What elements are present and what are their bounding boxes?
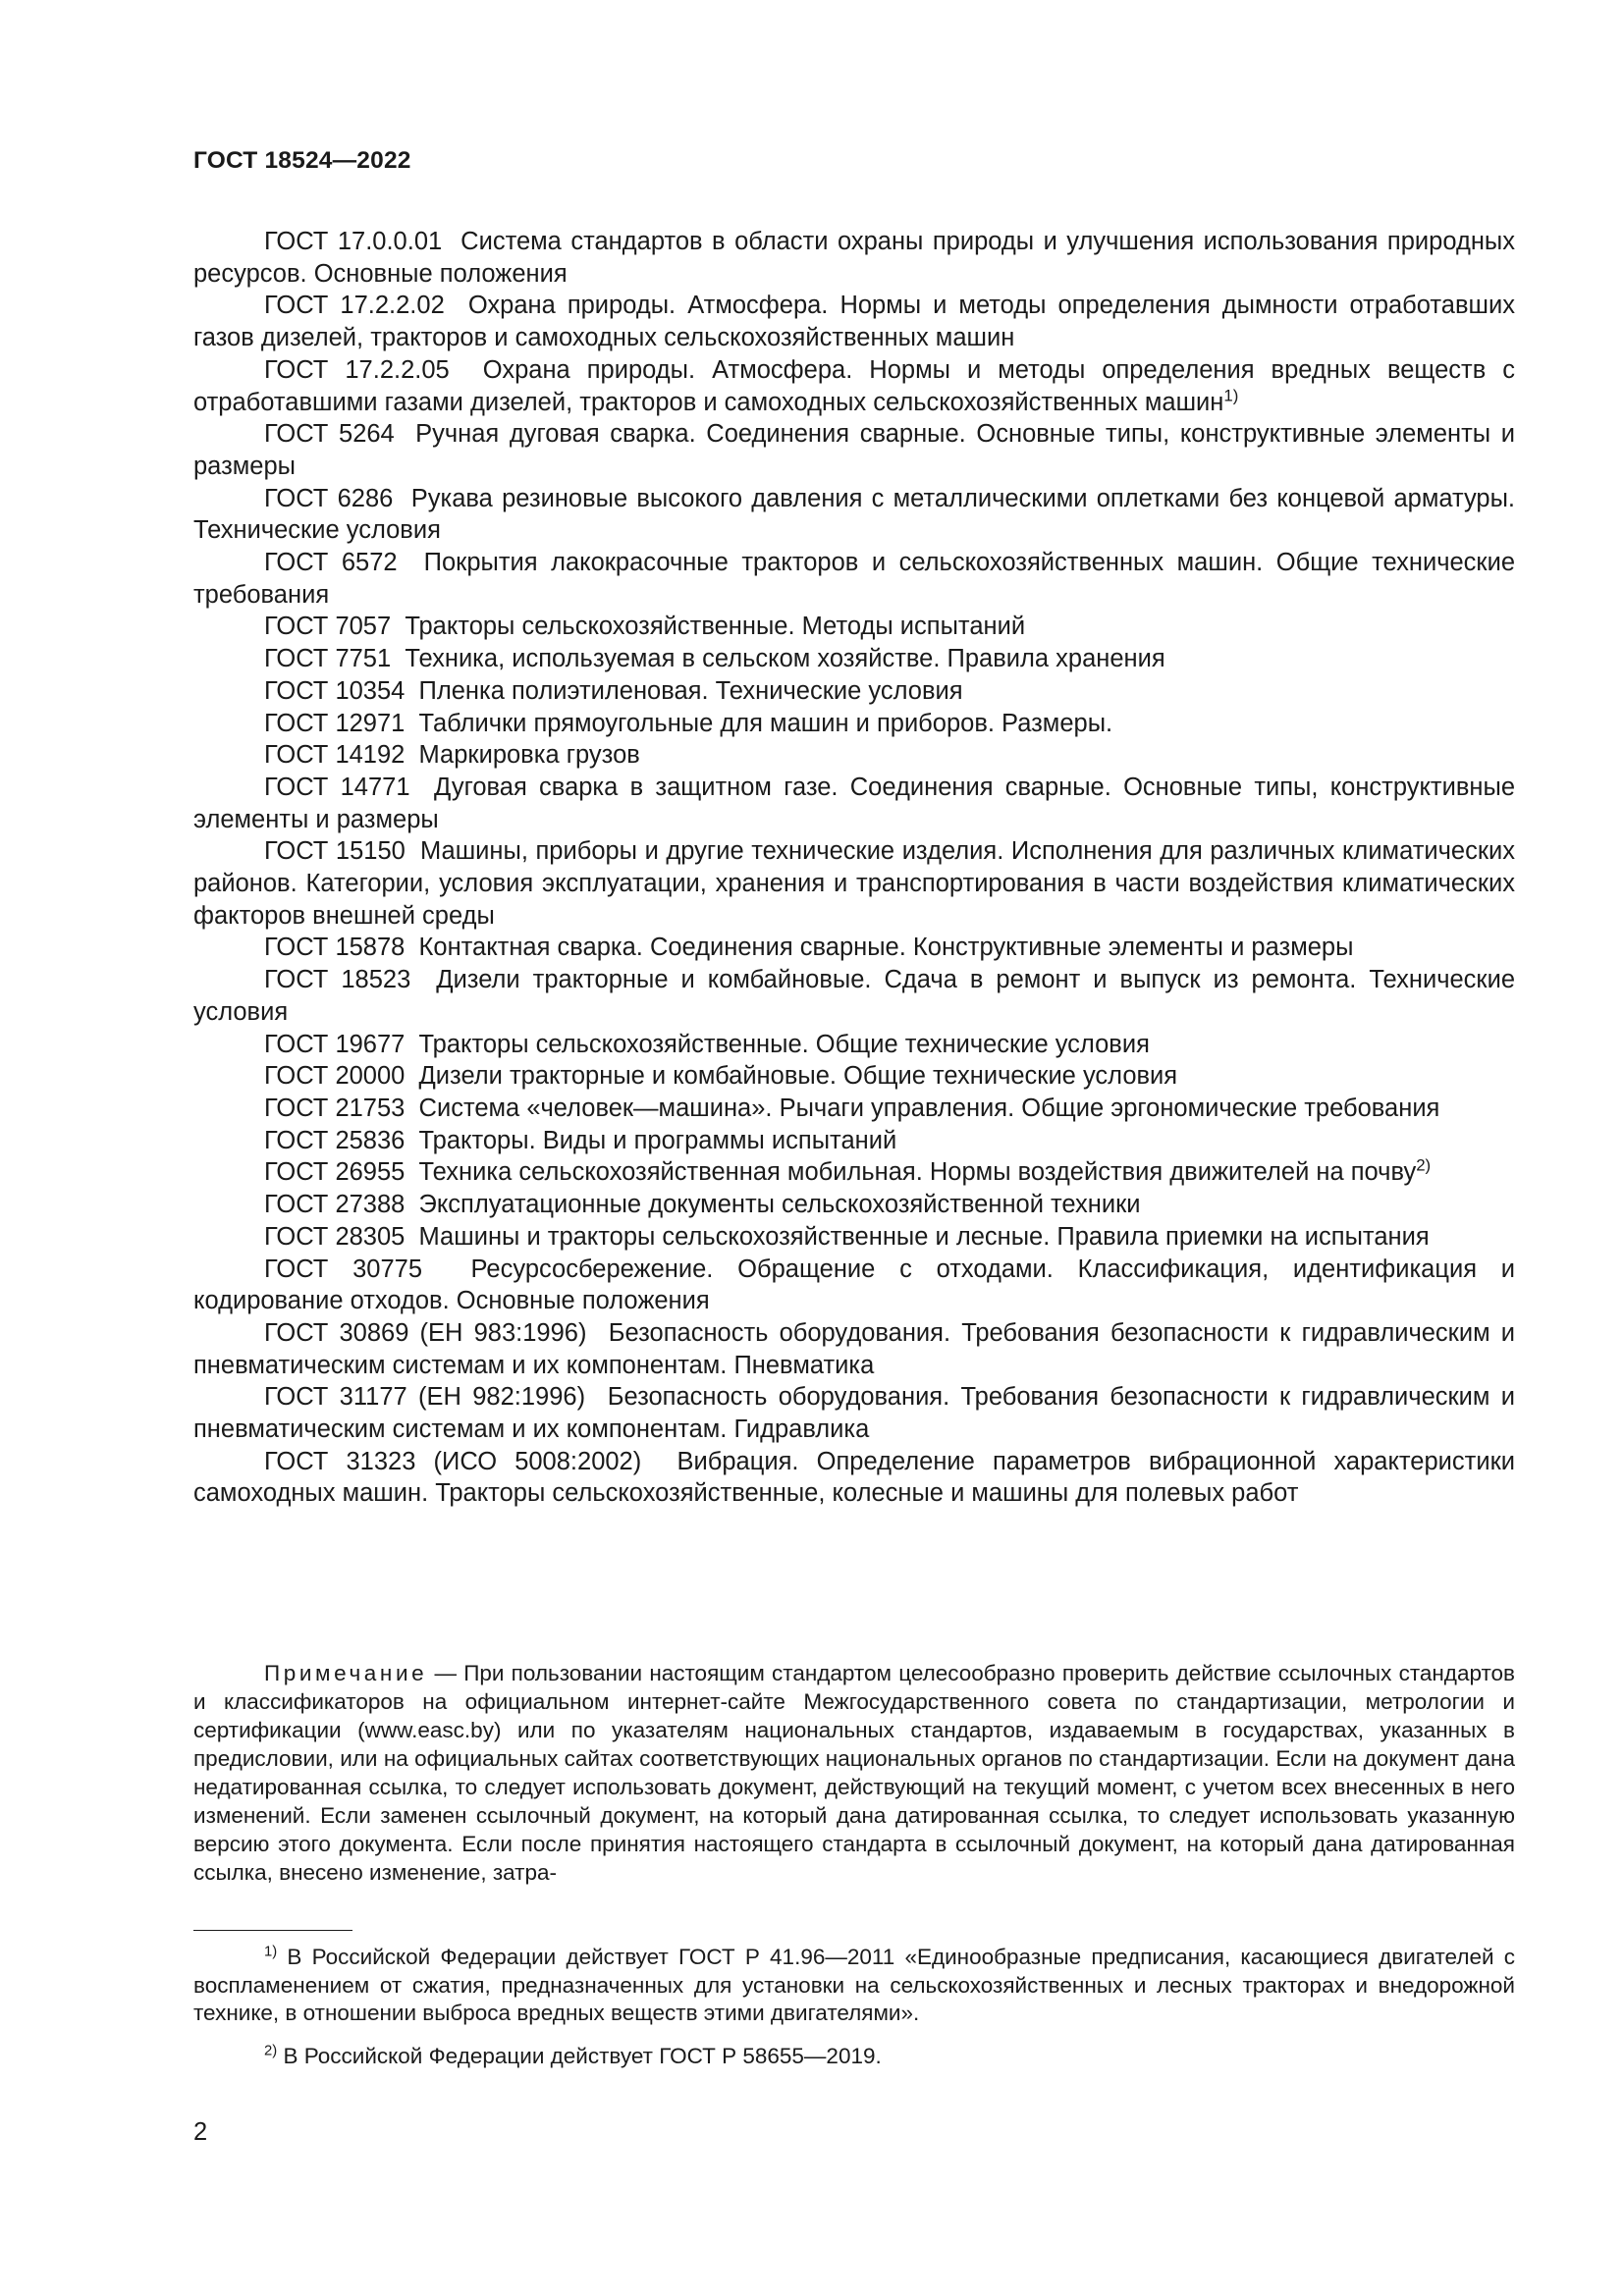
- reference-item: [193, 1317, 1515, 1381]
- note-text: — При пользовании настоящим стандартом целесообразно проверить действие ссылочных стандартов и классификаторов на официальном интернет-сайте Межгосударственного совета по стандартизации, метрологии и сертификации (www.easc.by) или по указателям национальных стандартов, издаваемым в государствах, указанных в предисловии, или на официальных сайтах соответствующих национальных органов по стандартизации. Если на документ дана недатированная ссылка, то следует использовать документ, действующий на текущий момент, с учетом всех внесенных в него изменений. Если заменен ссылочный документ, на который дана датированная ссылка, то следует использовать указанную версию этого документа. Если после принятия настоящего стандарта в ссылочный документ, на который дана датированная ссылка, внесено изменение, затра-: [193, 1661, 1515, 1885]
- reference-title: Пленка полиэтиленовая. Технические условия: [418, 676, 963, 705]
- reference-title: Техника, используемая в сельском хозяйстве. Правила хранения: [405, 645, 1165, 673]
- reference-title: Дуговая сварка в защитном газе. Соединения сварные. Основные типы, конструктивные элементы и размеры: [193, 773, 1515, 833]
- reference-item: [193, 418, 1515, 482]
- reference-title: Тракторы сельскохозяйственные. Методы испытаний: [405, 613, 1026, 641]
- reference-title: Безопасность оборудования. Требования безопасности к гидравлическим и пневматическим системам и их компонентам. Пневматика: [193, 1318, 1515, 1379]
- footnote-separator: [193, 1930, 352, 1931]
- reference-title: Вибрация. Определение параметров вибрационной характеристики самоходных машин. Тракторы сельскохозяйственные, колесные и машины для полевых работ: [193, 1447, 1515, 1508]
- reference-code: ГОСТ 20000: [264, 1062, 406, 1091]
- reference-item: [193, 1221, 1515, 1254]
- reference-title: Машины и тракторы сельскохозяйственные и лесные. Правила приемки на испытания: [418, 1222, 1430, 1251]
- reference-item: [193, 1446, 1515, 1510]
- reference-title: Дизели тракторные и комбайновые. Сдача в ремонт и выпуск из ремонта. Технические условия: [193, 966, 1515, 1026]
- reference-code: ГОСТ 21753: [264, 1094, 406, 1122]
- reference-title: Система «человек—машина». Рычаги управления. Общие эргономические требования: [418, 1094, 1440, 1122]
- note-paragraph: [193, 1659, 1515, 1887]
- footnote-item: [193, 1944, 1515, 2028]
- reference-item: [193, 226, 1515, 290]
- reference-title: Тракторы сельскохозяйственные. Общие технические условия: [418, 1030, 1150, 1058]
- reference-item: [193, 547, 1515, 611]
- reference-item: [193, 675, 1515, 708]
- reference-item: [193, 1125, 1515, 1157]
- reference-item: [193, 772, 1515, 835]
- reference-item: [193, 611, 1515, 643]
- reference-item: [193, 290, 1515, 353]
- reference-item: [193, 1093, 1515, 1125]
- reference-title: Охрана природы. Атмосфера. Нормы и методы определения дымности отработавших газов дизелей, тракторов и самоходных сельскохозяйственных машин: [193, 292, 1515, 352]
- reference-code: ГОСТ 10354: [264, 676, 406, 705]
- reference-item: [193, 1060, 1515, 1093]
- footnote-marker: 2): [1416, 1155, 1432, 1175]
- reference-title: Покрытия лакокрасочные тракторов и сельскохозяйственных машин. Общие технические требования: [193, 549, 1516, 609]
- reference-code: ГОСТ 15878: [264, 934, 406, 962]
- page-number: 2: [193, 2118, 208, 2146]
- reference-item: [193, 1381, 1515, 1445]
- footnote-number: 1): [264, 1944, 278, 1960]
- reference-item: [193, 1189, 1515, 1221]
- footnotes: [193, 1944, 1515, 2085]
- reference-item: [193, 1029, 1515, 1061]
- reference-title: Маркировка грузов: [418, 741, 640, 770]
- reference-code: ГОСТ 18523: [264, 966, 411, 994]
- reference-title: Рукава резиновые высокого давления с металлическими оплетками без концевой арматуры. Технические условия: [193, 484, 1515, 545]
- reference-item: [193, 964, 1515, 1028]
- note-label: Примечание: [264, 1661, 428, 1685]
- reference-code: ГОСТ 26955: [264, 1158, 406, 1187]
- reference-code: ГОСТ 14192: [264, 741, 406, 770]
- reference-item: [193, 643, 1515, 675]
- reference-title: Безопасность оборудования. Требования безопасности к гидравлическим и пневматическим системам и их компонентам. Гидравлика: [193, 1383, 1515, 1444]
- reference-item: [193, 739, 1515, 772]
- reference-title: Охрана природы. Атмосфера. Нормы и методы определения вредных веществ с отработавшими газами дизелей, тракторов и самоходных сельскохозяйственных машин: [193, 355, 1516, 416]
- reference-title: Ручная дуговая сварка. Соединения сварные. Основные типы, конструктивные элементы и размеры: [193, 420, 1516, 480]
- reference-code: ГОСТ 19677: [264, 1030, 406, 1058]
- footnote-item: [193, 2043, 1515, 2071]
- reference-code: ГОСТ 31177 (ЕН 982:1996): [264, 1383, 586, 1412]
- reference-code: ГОСТ 30775: [264, 1255, 423, 1283]
- footnote-text: В Российской Федерации действует ГОСТ Р 58655—2019.: [283, 2043, 882, 2068]
- reference-item: [193, 354, 1515, 418]
- document-header: ГОСТ 18524—2022: [193, 147, 411, 174]
- reference-code: ГОСТ 6286: [264, 484, 394, 512]
- reference-title: Ресурсосбережение. Обращение с отходами. Классификация, идентификация и кодирование отходов. Основные положения: [193, 1255, 1516, 1315]
- reference-code: ГОСТ 25836: [264, 1126, 406, 1154]
- reference-code: ГОСТ 17.2.2.02: [264, 292, 445, 320]
- reference-code: ГОСТ 7751: [264, 645, 392, 673]
- reference-title: Машины, приборы и другие технические изделия. Исполнения для различных климатических районов. Категории, условия эксплуатации, хранения и транспортирования в части воздействия климатических факторов внешней среды: [193, 837, 1516, 930]
- reference-title: Система стандартов в области охраны природы и улучшения использования природных ресурсов. Основные положения: [193, 228, 1515, 288]
- reference-code: ГОСТ 28305: [264, 1222, 406, 1251]
- reference-item: [193, 1254, 1515, 1317]
- reference-code: ГОСТ 17.0.0.01: [264, 228, 443, 255]
- reference-code: ГОСТ 14771: [264, 773, 410, 801]
- reference-item: [193, 932, 1515, 964]
- reference-code: ГОСТ 31323 (ИСО 5008:2002): [264, 1447, 642, 1475]
- reference-code: ГОСТ 17.2.2.05: [264, 355, 450, 384]
- reference-title: Техника сельскохозяйственная мобильная. Нормы воздействия движителей на почву: [418, 1158, 1417, 1187]
- reference-item: [193, 835, 1515, 932]
- reference-title: Дизели тракторные и комбайновые. Общие технические условия: [418, 1062, 1178, 1091]
- reference-title: Контактная сварка. Соединения сварные. Конструктивные элементы и размеры: [418, 934, 1354, 962]
- reference-code: ГОСТ 7057: [264, 613, 392, 641]
- reference-code: ГОСТ 27388: [264, 1191, 406, 1219]
- footnote-number: 2): [264, 2043, 278, 2058]
- normative-references-list: [193, 226, 1515, 1510]
- reference-code: ГОСТ 5264: [264, 420, 395, 449]
- reference-item: [193, 483, 1515, 547]
- reference-code: ГОСТ 6572: [264, 549, 398, 577]
- reference-code: ГОСТ 12971: [264, 709, 406, 737]
- reference-item: [193, 708, 1515, 740]
- footnote-marker: 1): [1223, 386, 1239, 405]
- reference-item: [193, 1156, 1515, 1189]
- footnote-text: В Российской Федерации действует ГОСТ Р 41.96—2011 «Единообразные предписания, касающиеся двигателей с воспламенением от сжатия, предназначенных для установки на сельскохозяйственных и лесных тракторах и внедорожной технике, в отношении выброса вредных веществ этими двигателями».: [193, 1945, 1515, 2025]
- reference-title: Таблички прямоугольные для машин и приборов. Размеры.: [418, 709, 1113, 737]
- reference-title: Тракторы. Виды и программы испытаний: [418, 1126, 897, 1154]
- reference-code: ГОСТ 15150: [264, 837, 406, 866]
- reference-title: Эксплуатационные документы сельскохозяйственной техники: [418, 1191, 1141, 1219]
- reference-code: ГОСТ 30869 (ЕН 983:1996): [264, 1318, 587, 1347]
